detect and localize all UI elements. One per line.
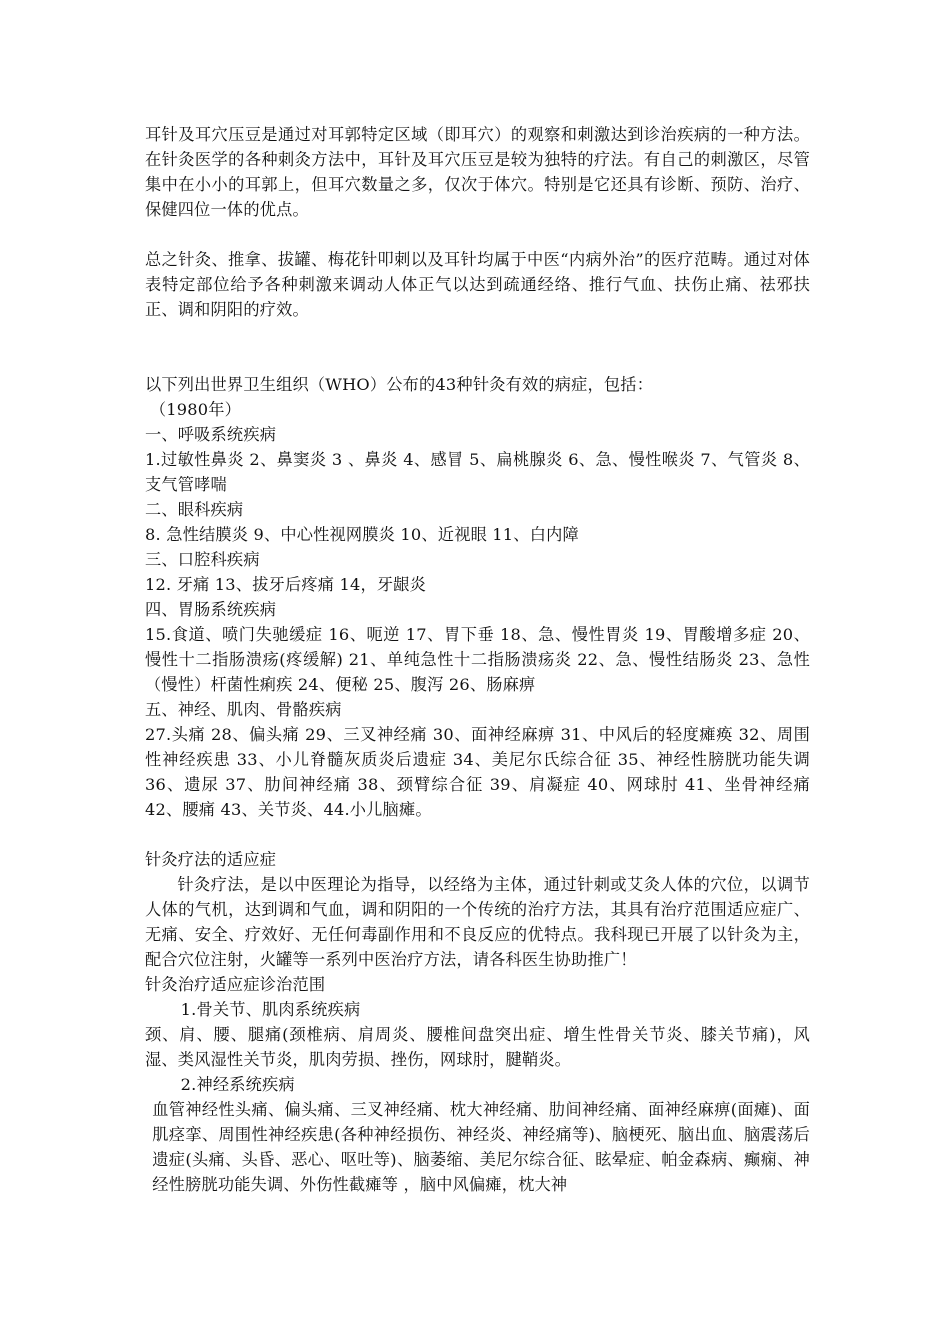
category-heading: 三、口腔科疾病 (145, 550, 260, 569)
spacer (145, 322, 810, 360)
scope-body: 颈、肩、腰、腿痛(颈椎病、肩周炎、腰椎间盘突出症、增生性骨关节炎、膝关节痛)，风湿、类风湿性关节炎，肌肉劳损、挫伤，网球肘，腱鞘炎。 (145, 1025, 810, 1069)
document-page (145, 122, 810, 1197)
category-heading: 四、胃肠系统疾病 (145, 600, 277, 619)
category-items: 27.头痛 28、偏头痛 29、三叉神经痛 30、面神经麻痹 31、中风后的轻度瘫痪 32、周围性神经疾患 33、小儿脊髓灰质炎后遗症 34、美尼尔氏综合征 35、神经性膀胱功能失调 36、遗尿 37、肋间神经痛 38、颈臂综合征 39、肩凝症 40、网球肘 41、坐骨神经痛 42、腰痛 43、关节炎、44.小儿脑瘫。 (145, 725, 810, 819)
spacer (145, 822, 810, 847)
summary-paragraph: 总之针灸、推拿、拔罐、梅花针叩刺以及耳针均属于中医“内病外治”的医疗范畴。通过对体表特定部位给予各种刺激来调动人体正气以达到疏通经络、推行气血、扶伤止痛、祛邪扶正、调和阴阳的疗效。 (145, 250, 810, 319)
category-heading: 五、神经、肌肉、骨骼疾病 (145, 700, 342, 719)
ear-acupuncture-paragraph: 耳针及耳穴压豆是通过对耳郭特定区域（即耳穴）的观察和刺激达到诊治疾病的一种方法。在针灸医学的各种刺灸方法中，耳针及耳穴压豆是较为独特的疗法。有自己的刺激区，尽管集中在小小的耳郭上，但耳穴数量之多，仅次于体穴。特别是它还具有诊断、预防、治疗、保健四位一体的优点。 (145, 125, 810, 219)
category-heading: 一、呼吸系统疾病 (145, 425, 277, 444)
category-items: 15.食道、喷门失驰缓症 16、呃逆 17、胃下垂 18、急、慢性胃炎 19、胃酸增多症 20、慢性十二指肠溃疡(疼缓解) 21、单纯急性十二指肠溃疡炎 22、急、慢性结肠炎 23、急性（慢性）杆菌性痢疾 24、便秘 25、腹泻 26、肠麻痹 (145, 625, 810, 694)
category-items: 12. 牙痛 13、拔牙后疼痛 14，牙龈炎 (145, 575, 427, 594)
category-items: 1.过敏性鼻炎 2、鼻窦炎 3 、鼻炎 4、感冒 5、扁桃腺炎 6、急、慢性喉炎 7、气管炎 8、支气管哮喘 (145, 450, 810, 494)
spacer (145, 222, 810, 247)
scope-heading: 1.骨关节、肌肉系统疾病 (180, 1000, 361, 1019)
indications-body: 针灸疗法，是以中医理论为指导，以经络为主体，通过针刺或艾灸人体的穴位，以调节人体的气机，达到调和气血，调和阴阳的一个传统的治疗方法，其具有治疗范围适应症广、无痛、安全、疗效好、无任何毒副作用和不良反应的优特点。我科现已开展了以针灸为主，配合穴位注射，火罐等一系列中医治疗方法，请各科医生协助推广！ (145, 875, 810, 969)
scope-title: 针灸治疗适应症诊治范围 (145, 975, 326, 994)
category-heading: 二、眼科疾病 (145, 500, 244, 519)
who-intro: 以下列出世界卫生组织（WHO）公布的43种针灸有效的病症，包括： (145, 375, 654, 394)
indications-title: 针灸疗法的适应症 (145, 850, 277, 869)
who-year: （1980年） (149, 400, 242, 419)
spacer (145, 360, 810, 372)
category-items: 8. 急性结膜炎 9、中心性视网膜炎 10、近视眼 11、白内障 (145, 525, 579, 544)
scope-body: 血管神经性头痛、偏头痛、三叉神经痛、枕大神经痛、肋间神经痛、面神经麻痹(面瘫)、面肌痉挛、周围性神经疾患(各种神经损伤、神经炎、神经痛等)、脑梗死、脑出血、脑震荡后遗症(头痛、头昏、恶心、呕吐等)、脑萎缩、美尼尔综合征、眩晕症、帕金森病、癫痫、神经性膀胱功能失调、外伤性截瘫等 ，脑中风偏瘫，枕大神 (152, 1100, 810, 1194)
scope-heading: 2.神经系统疾病 (180, 1075, 295, 1094)
